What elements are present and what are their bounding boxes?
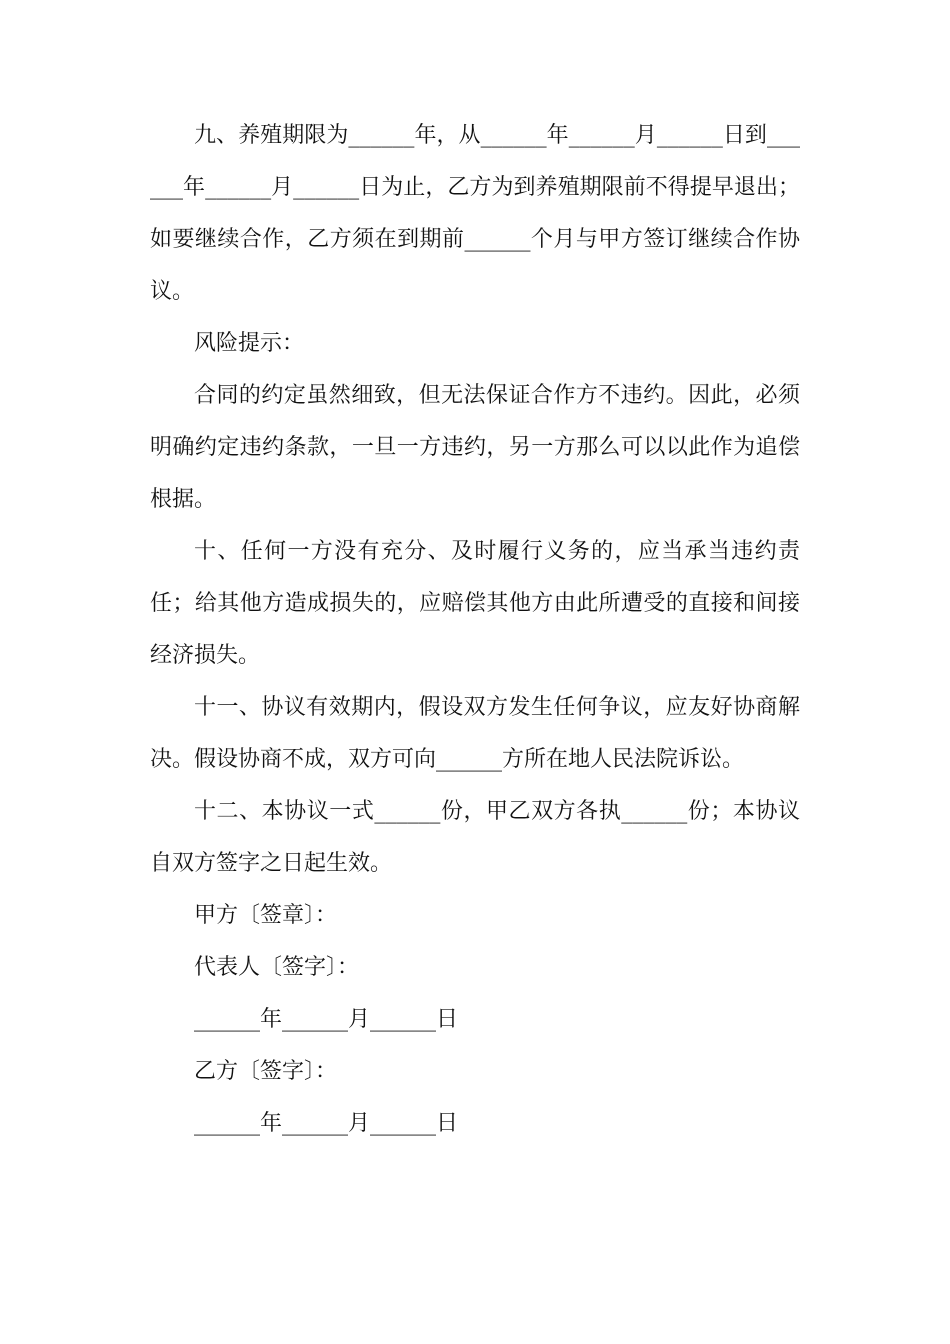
party-a-date: ______年______月______日: [194, 1007, 459, 1032]
clause-nine: 九、养殖期限为______年，从______年______月______日到______年______月______日为止，乙方为到养殖期限前不得提早退出；如要继续合作，乙方须在到期前______个月与甲方签订继续合作协议。: [150, 123, 800, 304]
document-page: [150, 110, 800, 1150]
party-a-signature: 甲方〔签章〕：: [194, 903, 338, 928]
clause-eleven: 十一、协议有效期内，假设双方发生任何争议，应友好协商解决。假设协商不成，双方可向______方所在地人民法院诉讼。: [150, 695, 800, 772]
clause-ten: 十、任何一方没有充分、及时履行义务的，应当承当违约责任；给其他方造成损失的，应赔偿其他方由此所遭受的直接和间接经济损失。: [150, 539, 800, 668]
party-b-date: ______年______月______日: [194, 1111, 459, 1136]
clause-twelve: 十二、本协议一式______份，甲乙双方各执______份；本协议自双方签字之日起生效。: [150, 799, 800, 876]
risk-heading: 风险提示：: [194, 331, 305, 356]
party-b-signature: 乙方〔签字〕：: [194, 1059, 338, 1084]
representative-signature: 代表人〔签字〕：: [194, 955, 360, 980]
risk-text: 合同的约定虽然细致，但无法保证合作方不违约。因此，必须明确约定违约条款，一旦一方违约，另一方那么可以以此作为追偿根据。: [150, 383, 800, 512]
